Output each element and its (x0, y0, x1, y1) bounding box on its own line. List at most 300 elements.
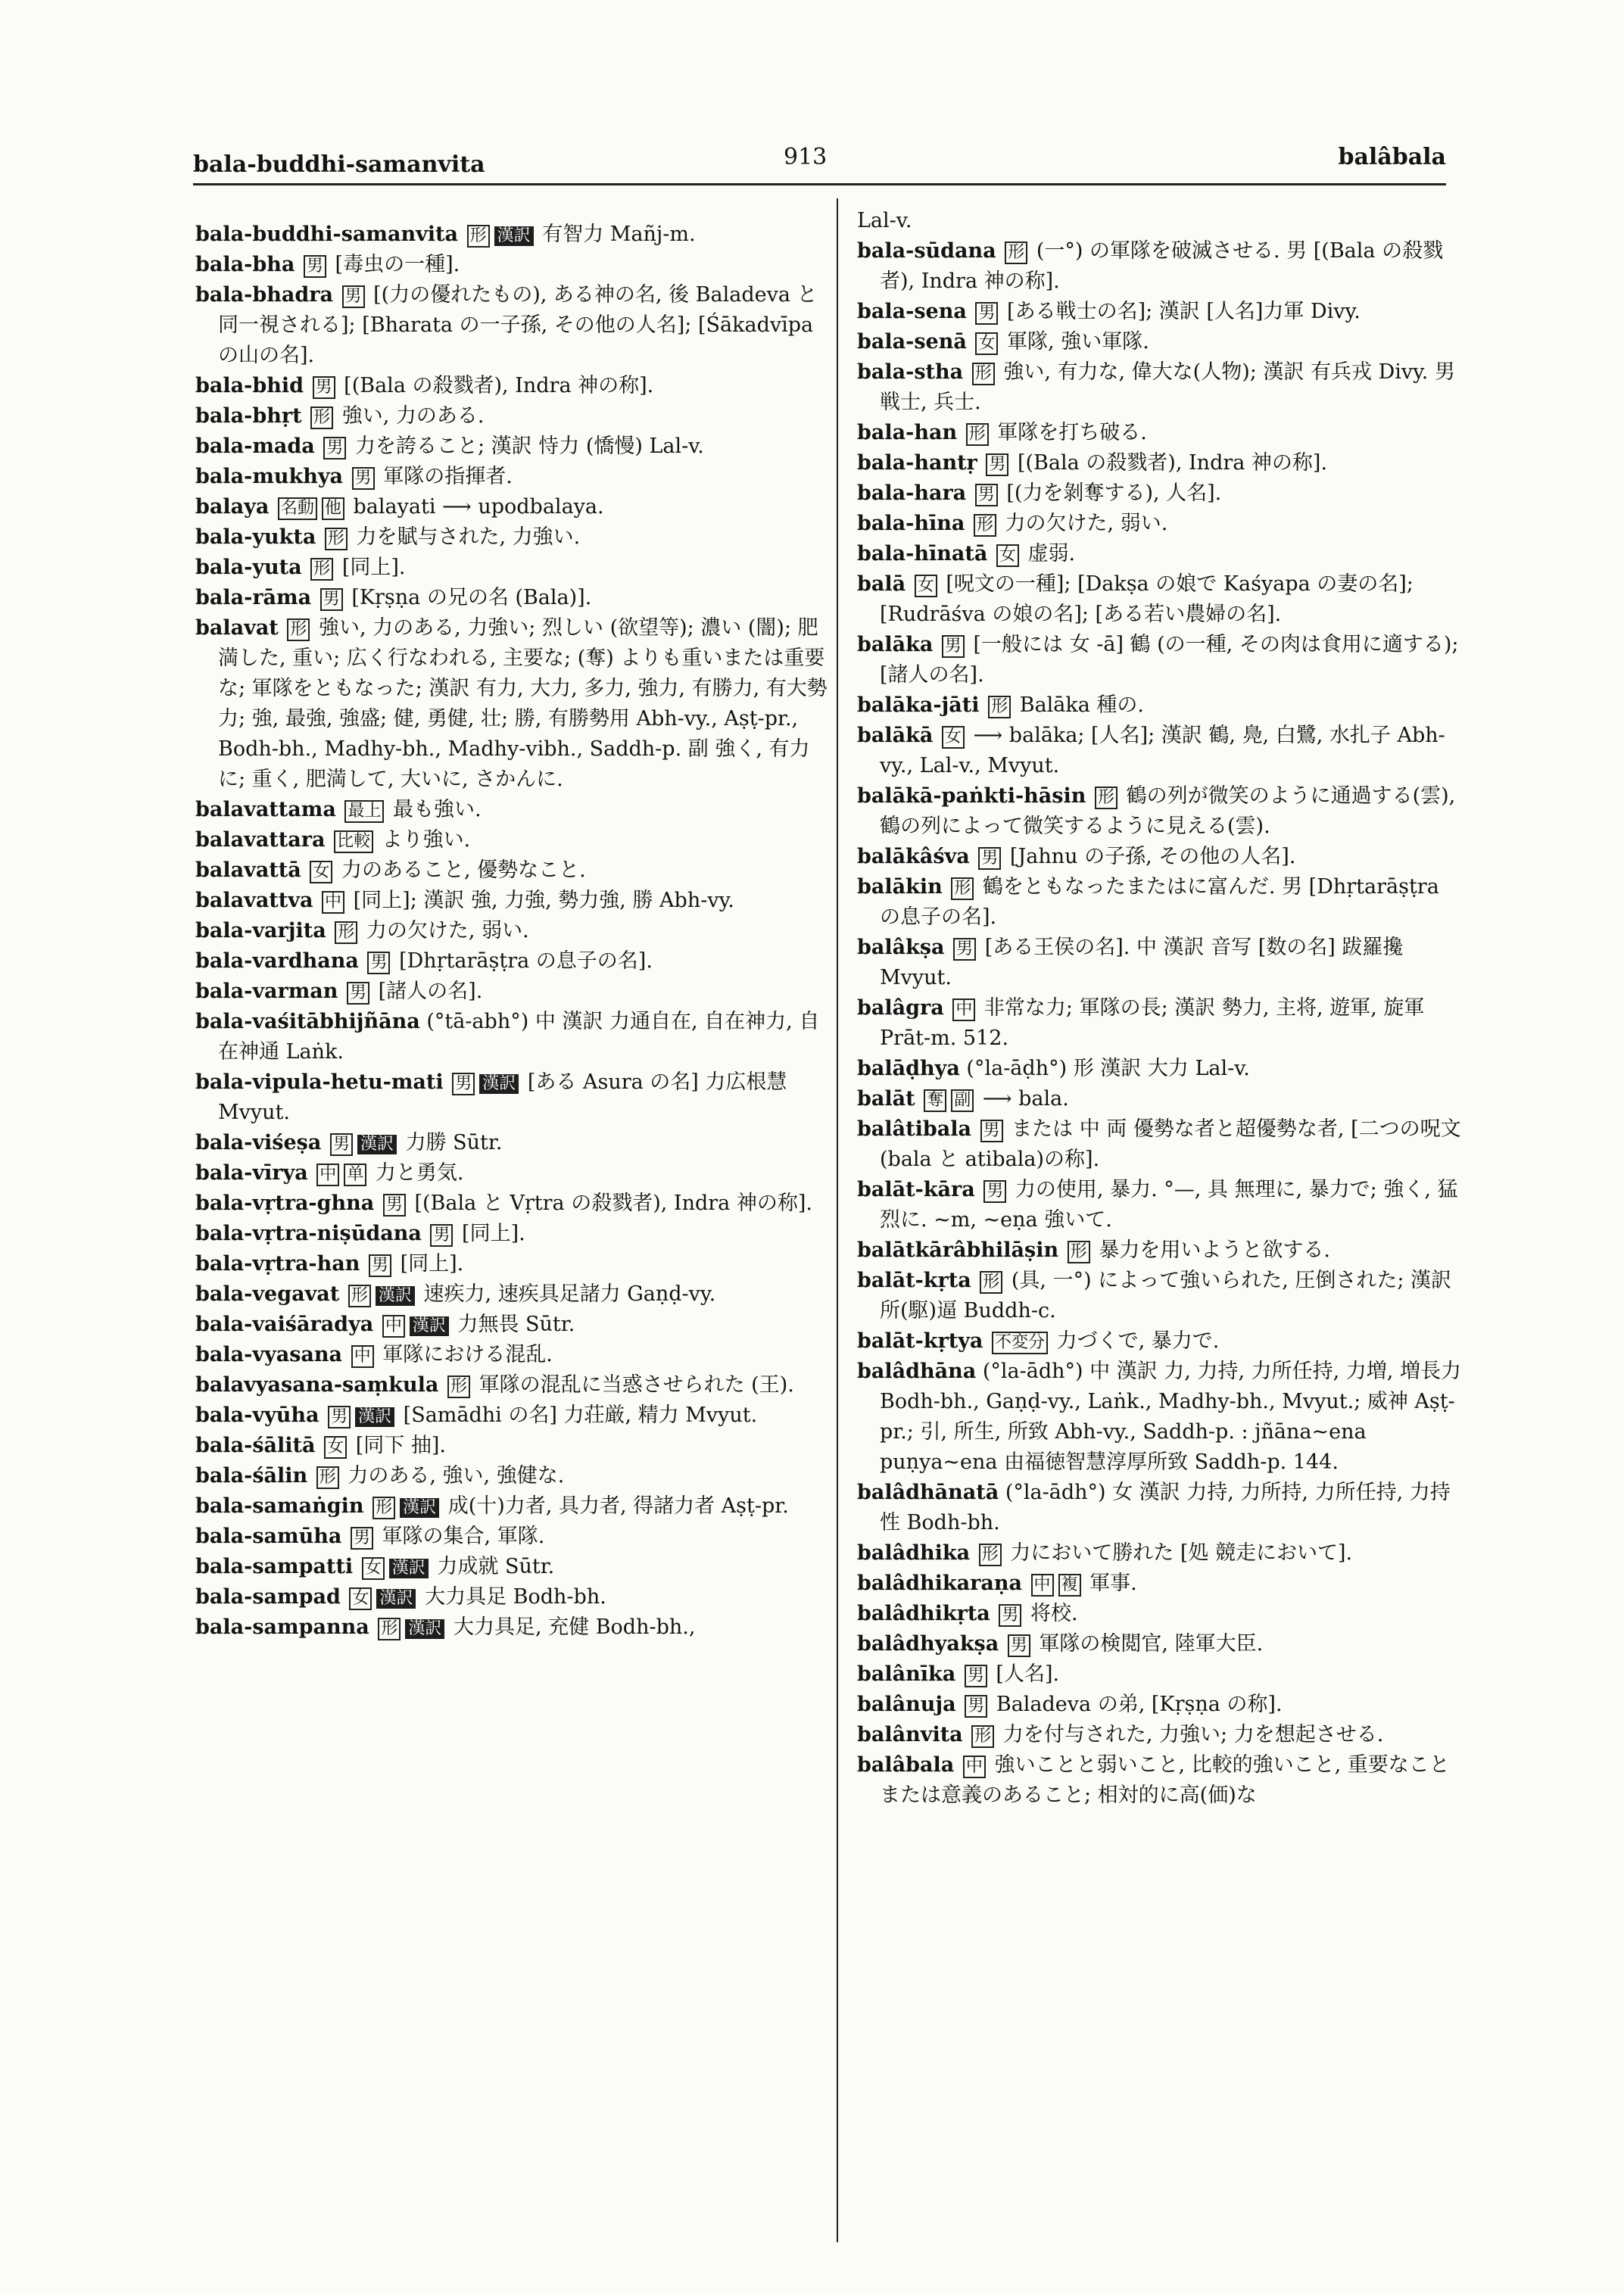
definition-text: 鶴をともなったまたはに富んだ. 男 [Dhṛtarāṣṭra の息子の名]. (880, 875, 1439, 929)
grammar-badge: 男 (367, 952, 390, 974)
grammar-badge: 形 (971, 1725, 994, 1748)
grammar-badge: 形 (980, 1271, 1002, 1294)
headword: balâbala (857, 1753, 955, 1777)
headword: bala-han (857, 421, 958, 444)
definition-text: 強い, 力のある. (335, 404, 485, 428)
headword: balavattama (195, 798, 336, 821)
definition-text: [毒虫の一種]. (328, 253, 460, 276)
definition-text: 鶴の列が微笑のように通過する(雲), 鶴の列によって微笑するように見える(雲). (880, 784, 1456, 838)
dictionary-entry (857, 1054, 1463, 1084)
grammar-badge: 女 (310, 861, 332, 883)
definition-text: 力づくで, 暴力で. (1050, 1329, 1220, 1353)
definition-text: (°la-ādh°) 中 漢訳 力, 力持, 力所任持, 力増, 増長力 Bodh-bh., Gaṇḍ-vy., Laṅk., Madhy-bh., Mvyut.; 威神 Aṣṭ-pr.; 引, 所生, 所致 Abh-vy., Saddh-p. : jñāna~ena puṇya~ena 由福徳智慧淳厚所致 Saddh-p. 144. (880, 1360, 1461, 1474)
definition-text: Baladeva の弟, [Kṛṣṇa の称]. (990, 1693, 1283, 1716)
headword: balâdhikṛta (857, 1602, 990, 1625)
definition-text: 力の欠けた, 弱い. (998, 512, 1168, 535)
definition-text: balayati ⟶ upodbalaya. (346, 495, 604, 519)
grammar-badge: 奪 (924, 1089, 946, 1112)
definition-text: 力を賦与された, 力強い. (349, 525, 581, 549)
headword: balâdhikaraṇa (857, 1572, 1022, 1595)
headword: bala-vipula-hetu-mati (195, 1070, 444, 1094)
dictionary-entry (857, 448, 1463, 478)
definition-text: 力のある, 強い, 強健な. (341, 1464, 565, 1488)
definition-text: (°la-ādh°) 女 漢訳 力持, 力所持, 力所任持, 力持性 Bodh-bh. (880, 1481, 1451, 1534)
grammar-badge: 男 (352, 467, 375, 490)
definition-text: 軍隊における混乱. (376, 1343, 553, 1366)
dictionary-entry (195, 1522, 828, 1552)
grammar-badge: 男 (980, 1120, 1003, 1142)
dictionary-entry (195, 613, 828, 795)
headword: balânvita (857, 1723, 963, 1746)
dictionary-entry (195, 1370, 828, 1400)
translation-tag: 漢訳 (410, 1316, 449, 1336)
definition-text: [(Bala と Vṛtra の殺戮者), Indra 神の称]. (407, 1192, 812, 1215)
dictionary-entry (195, 492, 828, 522)
grammar-badge: 複 (1058, 1574, 1081, 1597)
headword: balāt-kṛtya (857, 1329, 983, 1353)
headword: balātkārâbhilāṣin (857, 1238, 1059, 1262)
dictionary-entry (195, 916, 828, 946)
definition-text: [Jahnu の子孫, その他の人名]. (1003, 845, 1296, 868)
translation-tag: 漢訳 (357, 1135, 397, 1154)
grammar-badge: 男 (342, 285, 365, 308)
column-divider (837, 198, 838, 2242)
grammar-badge: 形 (335, 921, 357, 944)
grammar-badge: 中 (316, 1164, 339, 1186)
dictionary-entry (195, 280, 828, 371)
headword: bala-bhadra (195, 283, 333, 307)
definition-text: 力の使用, 暴力. °—, 具 無理に, 暴力で; 強く, 猛烈に. ~m, ~eṇa 強いて. (880, 1178, 1458, 1232)
dictionary-entry (857, 690, 1463, 721)
translation-tag: 漢訳 (376, 1589, 416, 1609)
grammar-badge: 男 (953, 938, 976, 961)
dictionary-entry (195, 1007, 828, 1067)
definition-text: 軍隊を打ち破る. (990, 421, 1147, 444)
dictionary-entry (857, 569, 1463, 630)
dictionary-entry (857, 1235, 1463, 1266)
headword: bala-mada (195, 435, 315, 458)
dictionary-entry (195, 1582, 828, 1612)
grammar-badge: 女 (362, 1557, 385, 1580)
dictionary-entry (195, 1431, 828, 1461)
dictionary-entry (857, 842, 1463, 872)
definition-text: 将校. (1024, 1602, 1078, 1625)
dictionary-entry (857, 418, 1463, 448)
translation-tag: 漢訳 (479, 1074, 519, 1094)
dictionary-entry (195, 462, 828, 492)
headword: balâdhyakṣa (857, 1632, 999, 1656)
grammar-badge: 形 (316, 1466, 339, 1489)
headword: balâgra (857, 996, 944, 1020)
definition-text: 力のあること, 優勢なこと. (335, 858, 586, 882)
grammar-badge: 男 (313, 376, 335, 399)
headword: balākin (857, 875, 943, 899)
dictionary-entry (195, 401, 828, 431)
definition-text: [呪文の一種]; [Dakṣa の娘で Kaśyapa の妻の名]; [Rudrāśva の娘の名]; [ある若い農婦の名]. (880, 572, 1414, 626)
headword: bala-samaṅgin (195, 1494, 364, 1518)
headword: bala-sena (857, 300, 967, 323)
dictionary-entry (857, 872, 1463, 933)
running-head-left: bala-buddhi-samanvita (193, 151, 485, 178)
grammar-badge: 形 (378, 1618, 401, 1640)
headword: balavat (195, 616, 279, 640)
grammar-badge: 男 (323, 437, 346, 460)
dictionary-entry (857, 1478, 1463, 1538)
dictionary-entry (857, 1175, 1463, 1235)
grammar-badge: 中 (382, 1315, 405, 1338)
definition-text: [人名]. (989, 1662, 1060, 1686)
headword: bala-yuta (195, 556, 302, 579)
grammar-badge: 中 (322, 891, 344, 914)
headword: balākā-paṅkti-hāsin (857, 784, 1086, 808)
dictionary-entry (857, 509, 1463, 539)
grammar-badge: 形 (348, 1285, 371, 1307)
definition-text: [諸人の名]. (372, 980, 483, 1003)
headword: bala-vardhana (195, 949, 359, 973)
translation-tag: 漢訳 (355, 1407, 394, 1427)
dictionary-entry (857, 327, 1463, 357)
headword: bala-rāma (195, 586, 312, 609)
grammar-badge: 形 (972, 363, 995, 385)
headword: bala-senā (857, 330, 967, 354)
translation-tag: 漢訳 (494, 226, 534, 246)
grammar-badge: 男 (320, 588, 343, 611)
dictionary-entry (195, 1340, 828, 1370)
dictionary-entry (857, 1690, 1463, 1720)
grammar-badge: 中 (351, 1345, 374, 1368)
right-column (857, 206, 1463, 1811)
definition-text: 軍隊の指揮者. (376, 465, 513, 488)
headword: bala-vyasana (195, 1343, 343, 1366)
grammar-badge: 名動 (278, 497, 317, 520)
grammar-badge: 副 (951, 1089, 974, 1112)
page-header (193, 144, 1446, 185)
grammar-badge: 形 (974, 514, 996, 537)
headword: bala-sampad (195, 1585, 341, 1609)
headword: bala-varjita (195, 919, 326, 942)
dictionary-entry (195, 1219, 828, 1249)
grammar-badge: 女 (996, 544, 1019, 567)
grammar-badge: 男 (975, 302, 998, 325)
headword: balâdhānatā (857, 1481, 999, 1504)
dictionary-entry (857, 1750, 1463, 1811)
dictionary-entry (857, 1720, 1463, 1750)
dictionary-entry (857, 630, 1463, 690)
grammar-badge: 形 (372, 1497, 395, 1519)
grammar-badge: 形 (988, 696, 1011, 718)
definition-text: 力において勝れた [処 競走において]. (1003, 1541, 1353, 1565)
definition-text: [同上]. (335, 556, 406, 579)
dictionary-entry (195, 1461, 828, 1491)
dictionary-entry (195, 1249, 828, 1279)
translation-tag: 漢訳 (400, 1498, 439, 1518)
grammar-badge: 形 (310, 558, 333, 581)
definition-text: [(Bala の殺戮者), Indra 神の称]. (1011, 451, 1328, 475)
headword: bala-varman (195, 980, 338, 1003)
running-head-right: balâbala (1338, 144, 1446, 170)
grammar-badge: 男 (430, 1224, 453, 1247)
dictionary-entry (857, 993, 1463, 1054)
dictionary-entry (857, 478, 1463, 509)
dictionary-entry (195, 1400, 828, 1431)
dictionary-entry (857, 206, 1463, 236)
dictionary-entry (195, 1310, 828, 1340)
grammar-badge: 中 (952, 999, 975, 1021)
grammar-badge: 男 (942, 635, 965, 658)
definition-text: 虚弱. (1021, 542, 1076, 565)
grammar-badge: 形 (1005, 241, 1027, 264)
headword: bala-vyūha (195, 1404, 320, 1427)
grammar-badge: 形 (1095, 787, 1117, 809)
definition-text: 大力具足, 充健 Bodh-bh., (447, 1615, 696, 1639)
dictionary-entry (195, 553, 828, 583)
grammar-badge: 男 (452, 1073, 475, 1095)
headword: balânuja (857, 1693, 956, 1716)
headword: bala-vṛtra-niṣūdana (195, 1222, 422, 1245)
headword: bala-sūdana (857, 239, 996, 263)
headword: bala-vṛtra-ghna (195, 1192, 375, 1215)
definition-text: 軍隊の集合, 軍隊. (375, 1525, 545, 1548)
headword: balākā (857, 724, 934, 747)
definition-text: 非常な力; 軍隊の長; 漢訳 勢力, 主将, 遊軍, 旋軍 Prāt-m. 512. (880, 996, 1425, 1050)
definition-text: 有智力 Mañj-m. (535, 223, 696, 246)
definition-text: 軍隊, 強い軍隊. (1000, 330, 1149, 354)
headword: balâdhika (857, 1541, 971, 1565)
definition-text: 強い, 有力な, 偉大な(人物); 漢訳 有兵戎 Divy. 男 戦士, 兵士. (880, 360, 1455, 414)
dictionary-entry (857, 1084, 1463, 1114)
headword: balākâśva (857, 845, 970, 868)
grammar-badge: 女 (349, 1587, 372, 1610)
headword: bala-mukhya (195, 465, 344, 488)
definition-text: 強い, 力のある, 力強い; 烈しい (欲望等); 濃い (闇); 肥満した, 重い; 広く行なわれる, 主要な; (奪) よりも重いまたは重要な; 軍隊をともなった; 漢訳 有力, 大力, 多力, 強力, 有勝力, 有大勢力; 強, 最強, 強盛; 健, 勇健, 壮; 勝, 有勝勢用 Abh-vy., Aṣṭ-pr., Bodh-bh., Madhy-bh., Madhy-vibh., Saddh-p. 副 強く, 有力に; 重く, 肥満して, 大いに, さかんに. (218, 616, 828, 791)
definition-text: 速疾力, 速疾具足諸力 Gaṇḍ-vy. (416, 1282, 716, 1306)
page-number: 913 (784, 144, 828, 170)
dictionary-entry (857, 1266, 1463, 1326)
headword: bala-hīnatā (857, 542, 988, 565)
headword: bala-sampanna (195, 1615, 369, 1639)
headword: bala-śālin (195, 1464, 308, 1488)
dictionary-entry (195, 886, 828, 916)
dictionary-entry (857, 933, 1463, 993)
definition-text: 力無畏 Sūtr. (450, 1313, 575, 1336)
headword: bala-hīna (857, 512, 965, 535)
headword: bala-vṛtra-han (195, 1252, 360, 1276)
grammar-badge: 形 (1068, 1241, 1090, 1263)
definition-text: (一°) の軍隊を破滅させる. 男 [(Bala の殺戮者), Indra 神の称]. (880, 239, 1444, 293)
definition-text: Lal-v. (857, 209, 912, 232)
translation-tag: 漢訳 (405, 1619, 444, 1639)
definition-text: 軍事. (1083, 1572, 1137, 1595)
grammar-badge: 男 (369, 1254, 391, 1277)
headword: balânīka (857, 1662, 956, 1686)
headword: bala-bha (195, 253, 295, 276)
headword: bala-stha (857, 360, 964, 384)
headword: balāka-jāti (857, 693, 980, 717)
grammar-badge: 中 (963, 1756, 986, 1778)
headword: bala-bhṛt (195, 404, 302, 428)
definition-text: [同上]; 漢訳 強, 力強, 勢力強, 勝 Abh-vy. (347, 889, 734, 912)
dictionary-entry (195, 1158, 828, 1189)
definition-text: [(力の優れたもの), ある神の名, 後 Baladeva と同一視される]; [Bharata の一子孫, その他の人名]; [Śākadvīpa の山の名]. (218, 283, 818, 367)
grammar-badge: 单 (344, 1164, 366, 1186)
dictionary-entry (195, 855, 828, 886)
definition-text: 力勝 Sūtr. (398, 1131, 503, 1154)
dictionary-entry (195, 371, 828, 401)
dictionary-entry (857, 539, 1463, 569)
headword: balāt (857, 1087, 915, 1111)
definition-text: (具, 一°) によって強いられた, 圧倒された; 漢訳 所(駆)逼 Buddh-c. (880, 1269, 1452, 1323)
dictionary-entry (857, 1114, 1463, 1175)
definition-text: ⟶ balāka; [人名]; 漢訳 鶴, 鳧, 白鷺, 水扎子 Abh-vy., Lal-v., Mvyut. (880, 724, 1445, 777)
headword: balavattva (195, 889, 313, 912)
grammar-badge: 中 (1031, 1574, 1054, 1597)
dictionary-entry (195, 825, 828, 855)
dictionary-entry (857, 297, 1463, 327)
dictionary-entry (857, 1599, 1463, 1629)
grammar-badge: 女 (915, 575, 937, 597)
headword: balāt-kāra (857, 1178, 975, 1201)
definition-text: [Dhṛtarāṣṭra の息子の名]. (392, 949, 653, 973)
grammar-badge: 形 (951, 877, 974, 900)
dictionary-entry (195, 1189, 828, 1219)
headword: bala-vaśitābhijñāna (195, 1010, 420, 1033)
headword: bala-vegavat (195, 1282, 340, 1306)
dictionary-entry (195, 522, 828, 553)
definition-text: [同上]. (394, 1252, 464, 1276)
headword: bala-sampatti (195, 1555, 354, 1578)
headword: balā (857, 572, 906, 596)
grammar-badge: 男 (328, 1406, 351, 1428)
definition-text: 強いことと弱いこと, 比較的強いこと, 重要なことまたは意義のあること; 相対的に高(価)な (880, 1753, 1450, 1807)
dictionary-entry (857, 1659, 1463, 1690)
grammar-badge: 男 (978, 847, 1001, 870)
headword: balāt-kṛta (857, 1269, 971, 1292)
dictionary-entry (857, 721, 1463, 781)
grammar-badge: 男 (347, 982, 369, 1005)
headword: bala-viśeṣa (195, 1131, 322, 1154)
grammar-badge: 男 (304, 255, 326, 278)
dictionary-entry (857, 1569, 1463, 1599)
grammar-badge: 他 (322, 497, 344, 520)
dictionary-entry (857, 1538, 1463, 1569)
definition-text: 力成就 Sūtr. (430, 1555, 555, 1578)
grammar-badge: 形 (467, 225, 490, 248)
grammar-badge: 形 (979, 1544, 1002, 1566)
headword: balavattara (195, 828, 326, 852)
grammar-badge: 男 (383, 1194, 406, 1217)
grammar-badge: 男 (999, 1604, 1021, 1627)
headword: bala-yukta (195, 525, 316, 549)
definition-text: 力を誇ること; 漢訳 恃力 (憍慢) Lal-v. (348, 435, 704, 458)
definition-text: 軍隊の混乱に当惑させられた (王). (472, 1373, 794, 1397)
grammar-badge: 男 (965, 1695, 987, 1718)
grammar-badge: 女 (324, 1436, 347, 1459)
grammar-badge: 形 (325, 528, 348, 550)
headword: bala-hantṛ (857, 451, 977, 475)
definition-text: (°la-āḍh°) 形 漢訳 大力 Lal-v. (966, 1057, 1250, 1080)
headword: bala-vaiśāradya (195, 1313, 374, 1336)
definition-text: 軍隊の検閲官, 陸軍大臣. (1032, 1632, 1264, 1656)
headword: balavyasana-saṃkula (195, 1373, 439, 1397)
definition-text: 成(十)力者, 具力者, 得諸力者 Aṣṭ-pr. (441, 1494, 789, 1518)
definition-text: より強い. (376, 828, 471, 852)
headword: balaya (195, 495, 270, 519)
dictionary-entry (195, 795, 828, 825)
grammar-badge: 男 (986, 453, 1008, 476)
definition-text: [Kṛṣṇa の兄の名 (Bala)]. (344, 586, 592, 609)
dictionary-entry (857, 1629, 1463, 1659)
grammar-badge: 形 (310, 407, 333, 429)
dictionary-entry (195, 583, 828, 613)
headword: balavattā (195, 858, 301, 882)
grammar-badge: 男 (983, 1180, 1006, 1203)
headword: bala-buddhi-samanvita (195, 223, 458, 246)
definition-text: ⟶ bala. (976, 1087, 1069, 1111)
grammar-badge: 男 (965, 1665, 987, 1687)
grammar-badge: 女 (942, 726, 965, 749)
definition-text: 暴力を用いようと欲する. (1092, 1238, 1330, 1262)
headword: balāka (857, 633, 934, 656)
dictionary-entry (195, 1491, 828, 1522)
grammar-badge: 比較 (334, 830, 373, 853)
definition-text: [ある王侯の名]. 中 漢訳 音写 [数の名] 跋羅攙 Mvyut. (880, 936, 1404, 989)
headword: bala-vīrya (195, 1161, 308, 1185)
dictionary-entry (857, 1357, 1463, 1478)
headword: bala-bhid (195, 374, 304, 397)
grammar-badge: 男 (1008, 1634, 1030, 1657)
headword: bala-hara (857, 481, 967, 505)
definition-text: [Samādhi の名] 力荘厳, 精力 Mvyut. (397, 1404, 758, 1427)
grammar-badge: 女 (975, 332, 998, 355)
dictionary-entry (857, 357, 1463, 418)
definition-text: 力と勇気. (369, 1161, 464, 1185)
headword: balâdhāna (857, 1360, 977, 1383)
headword: balâkṣa (857, 936, 945, 959)
translation-tag: 漢訳 (389, 1559, 429, 1578)
dictionary-entry (195, 1552, 828, 1582)
grammar-badge: 形 (447, 1375, 470, 1398)
definition-text: [同上]. (455, 1222, 525, 1245)
grammar-badge: 不変分 (992, 1332, 1048, 1354)
definition-text: 大力具足 Bodh-bh. (418, 1585, 606, 1609)
dictionary-entry (195, 1279, 828, 1310)
left-column (195, 220, 828, 1643)
definition-text: 力の欠けた, 弱い. (360, 919, 529, 942)
dictionary-entry (195, 1067, 828, 1128)
definition-text: 力を付与された, 力強い; 力を想起させる. (996, 1723, 1384, 1746)
definition-text: [一般には 女 -ā] 鶴 (の一種, その肉は食用に適する); [諸人の名]. (880, 633, 1459, 687)
definition-text: または 中 両 優勢な者と超優勢な者, [二つの呪文 (bala と atibala)の称]. (880, 1117, 1461, 1171)
grammar-badge: 男 (975, 484, 998, 506)
dictionary-entry (857, 1326, 1463, 1357)
grammar-badge: 男 (330, 1133, 353, 1156)
dictionary-entry (857, 781, 1463, 842)
dictionary-entry (857, 236, 1463, 297)
definition-text: (°tā-abh°) 中 漢訳 力通自在, 自在神力, 自在神通 Laṅk. (218, 1010, 820, 1064)
headword: bala-śālitā (195, 1434, 316, 1457)
definition-text: [(Bala の殺戮者), Indra 神の称]. (337, 374, 654, 397)
dictionary-entry (195, 977, 828, 1007)
grammar-badge: 最上 (344, 800, 384, 823)
definition-text: Balāka 種の. (1013, 693, 1145, 717)
dictionary-entry (195, 1128, 828, 1158)
definition-text: [ある戦士の名]; 漢訳 [人名]力軍 Divy. (1000, 300, 1361, 323)
translation-tag: 漢訳 (376, 1286, 415, 1306)
definition-text: 最も強い. (386, 798, 482, 821)
headword: balâtibala (857, 1117, 971, 1141)
dictionary-entry (195, 1612, 828, 1643)
definition-text: [(力を剝奪する), 人名]. (999, 481, 1222, 505)
